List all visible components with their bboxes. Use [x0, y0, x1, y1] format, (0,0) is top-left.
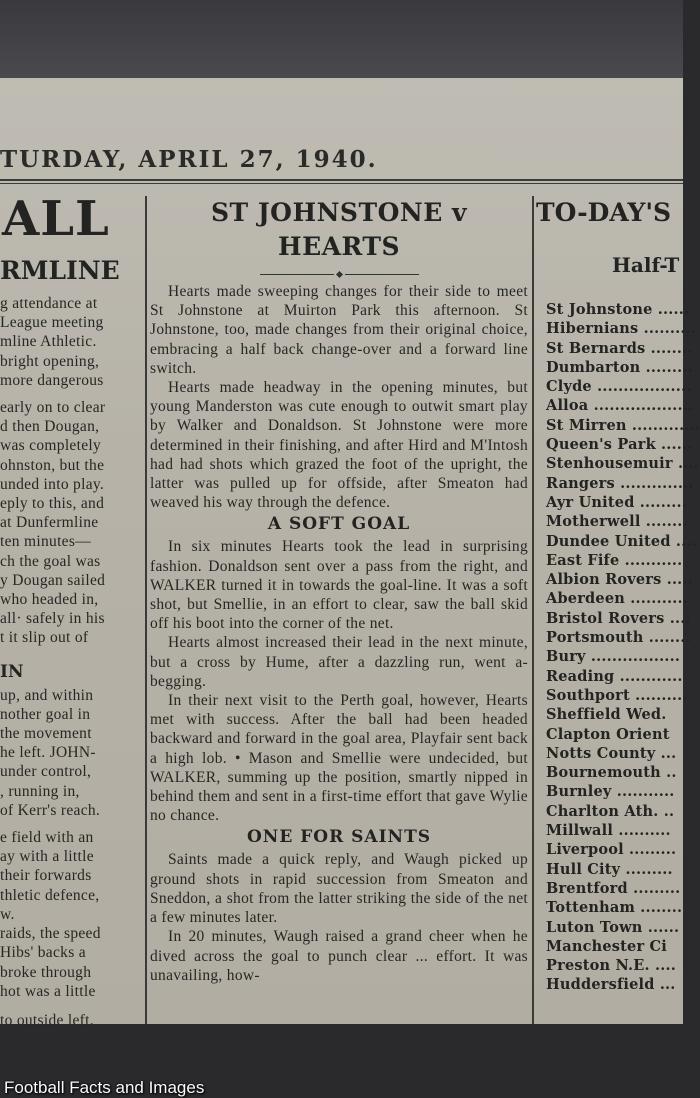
article-paragraph-2: Hearts made headway in the opening minutes, but young Manderston was cute enough to outwit smart play by Walker and Donaldson. St Johnstone were more determined in their finishing, and after Hird and M'Intosh had had shots which grazed the foot of the upright, the latter was pulled up for offside, after Smeaton had weaved his way through the defence. [150, 379, 528, 512]
half-time-results-list [536, 300, 700, 995]
article-paragraph-4: Hearts almost increased their lead in the next minute, but a cross by Hume, after a dazzling run, went a-begging. [150, 634, 528, 690]
article-subhead-soft-goal: A SOFT GOAL [267, 514, 411, 535]
team-row: Millwall .......... [546, 822, 671, 840]
team-row: Hibernians .......... [546, 320, 697, 338]
column-rule-left [145, 196, 147, 1024]
team-row: Hull City ......... [546, 860, 673, 878]
watermark: Football Facts and Images [4, 1078, 205, 1097]
team-row: Preston N.E. .... [546, 957, 677, 975]
left-paragraph-1: g attendance at League meeting mline Athletic. bright opening, more dangerous [0, 295, 104, 389]
team-row: Liverpool ......... [546, 841, 677, 859]
article-paragraph-5: In their next visit to the Perth goal, however, Hearts met with success. After the ball had been headed backward and forward in the goal area, Playfair sent back a high lob. • Mason and Smellie were undecided, but WALKER, summing up the position, smartly nipped in behind them and sent in a first-time effort that gave Wylie no chance. [150, 692, 528, 825]
top-rule-thin [0, 183, 683, 184]
team-row: Bury ................. [546, 648, 681, 666]
team-row: Dundee United .... [546, 532, 697, 550]
team-row: Bristol Rovers .... [546, 609, 691, 627]
team-row: Rangers .............. [546, 474, 694, 492]
team-row: East Fife ........... [546, 551, 683, 569]
team-row: Southport .......... [546, 686, 688, 704]
left-paragraph-4: e field with an ay with a little their forwards thletic defence, w. raids, the speed Hibs' backs a broke through hot was a little [0, 829, 101, 1000]
team-row: Clyde .................. [546, 378, 692, 396]
top-rule [0, 179, 683, 181]
team-row: Luton Town ...... [546, 918, 680, 936]
team-row: Albion Rovers ..... [546, 571, 693, 589]
team-row: Tottenham ........ [546, 899, 683, 917]
article-paragraph-3: In six minutes Hearts took the lead in surprising fashion. Donaldson sent over a pass from the right, and WALKER turned it in towards the goal-line. It was a soft shot, but Smellie, in an effort to clear, saw the ball skid off his boot into the corner of the net. [150, 538, 528, 633]
team-row: Dumbarton ......... [546, 358, 693, 376]
team-row: Notts County ... [546, 744, 677, 762]
team-row: St Mirren ............. [546, 416, 700, 434]
team-row: Stenhousemuir .... [546, 455, 699, 473]
team-row: Motherwell ........ [546, 513, 688, 531]
column-rule-right [532, 196, 534, 1024]
team-row: Clapton Orient [546, 725, 670, 743]
team-row: St Johnstone ...... [546, 301, 690, 318]
left-paragraph-2: early on to clear d then Dougan, was completely ohnston, but the unded into play. eply to this, and at Dunfermline ten minutes— ch the goal was y Dougan sailed who headed in, all· safely in his t it slip out of [0, 399, 106, 647]
left-section-head: IN [0, 661, 24, 682]
team-row: Manchester Ci [546, 937, 668, 955]
newspaper-page [0, 78, 700, 1097]
headline-ornament [150, 264, 528, 278]
right-column [536, 196, 700, 1024]
left-column [0, 190, 141, 1029]
left-subheadline: RMLINE [0, 256, 120, 285]
article-paragraph-1: Hearts made sweeping changes for their side to meet St Johnstone at Muirton Park this afternoon. St Johnstone, too, made changes from their original choice, embracing a half back change-over and a forward line switch. [150, 283, 528, 377]
team-row: Brentford ......... [546, 879, 681, 897]
dateline: TURDAY, APRIL 27, 1940. [0, 146, 378, 173]
right-headline: TO-DAY'S [536, 198, 672, 227]
article-headline-line-2: HEARTS [277, 232, 401, 261]
team-row: Charlton Ath. .. [546, 802, 675, 820]
team-row: Huddersfield ... [546, 976, 676, 994]
team-row: Bournemouth .. [546, 764, 677, 782]
left-paragraph-5: to outside left. [0, 1011, 94, 1029]
article-paragraph-7: In 20 minutes, Waugh raised a grand cheer when he dived across the goal to punch clear ... effort. It was unavailing, how- [150, 928, 528, 984]
team-row: St Bernards ........ [546, 339, 693, 357]
team-row: Aberdeen ........... [546, 590, 688, 608]
background-band [0, 0, 683, 78]
article-headline-line-1: ST JOHNSTONE v [210, 198, 467, 227]
article-paragraph-6: Saints made a quick reply, and Waugh picked up ground shots in rapid succession from Smeaton and Sneddon, a shot from the latter striking the side of the net a few minutes later. [150, 851, 528, 927]
team-row: Queen's Park ...... [546, 436, 693, 454]
team-row: Ayr United ......... [546, 493, 688, 511]
article-subhead-one-for-saints: ONE FOR SAINTS [246, 827, 432, 848]
left-headline: ALL [2, 191, 110, 247]
team-row: Reading ............ [546, 667, 683, 685]
team-row: Burnley ........... [546, 783, 675, 801]
team-row: Alloa ................... [546, 397, 694, 415]
team-row: Sheffield Wed. [546, 706, 667, 724]
team-row: Portsmouth ........ [546, 629, 691, 647]
left-paragraph-3: up, and within nother goal in the movement he left. JOHN- under control, , running in, of Kerr's reach. [0, 686, 101, 819]
main-article [150, 196, 528, 1024]
right-subheadline: Half-T [612, 253, 680, 277]
